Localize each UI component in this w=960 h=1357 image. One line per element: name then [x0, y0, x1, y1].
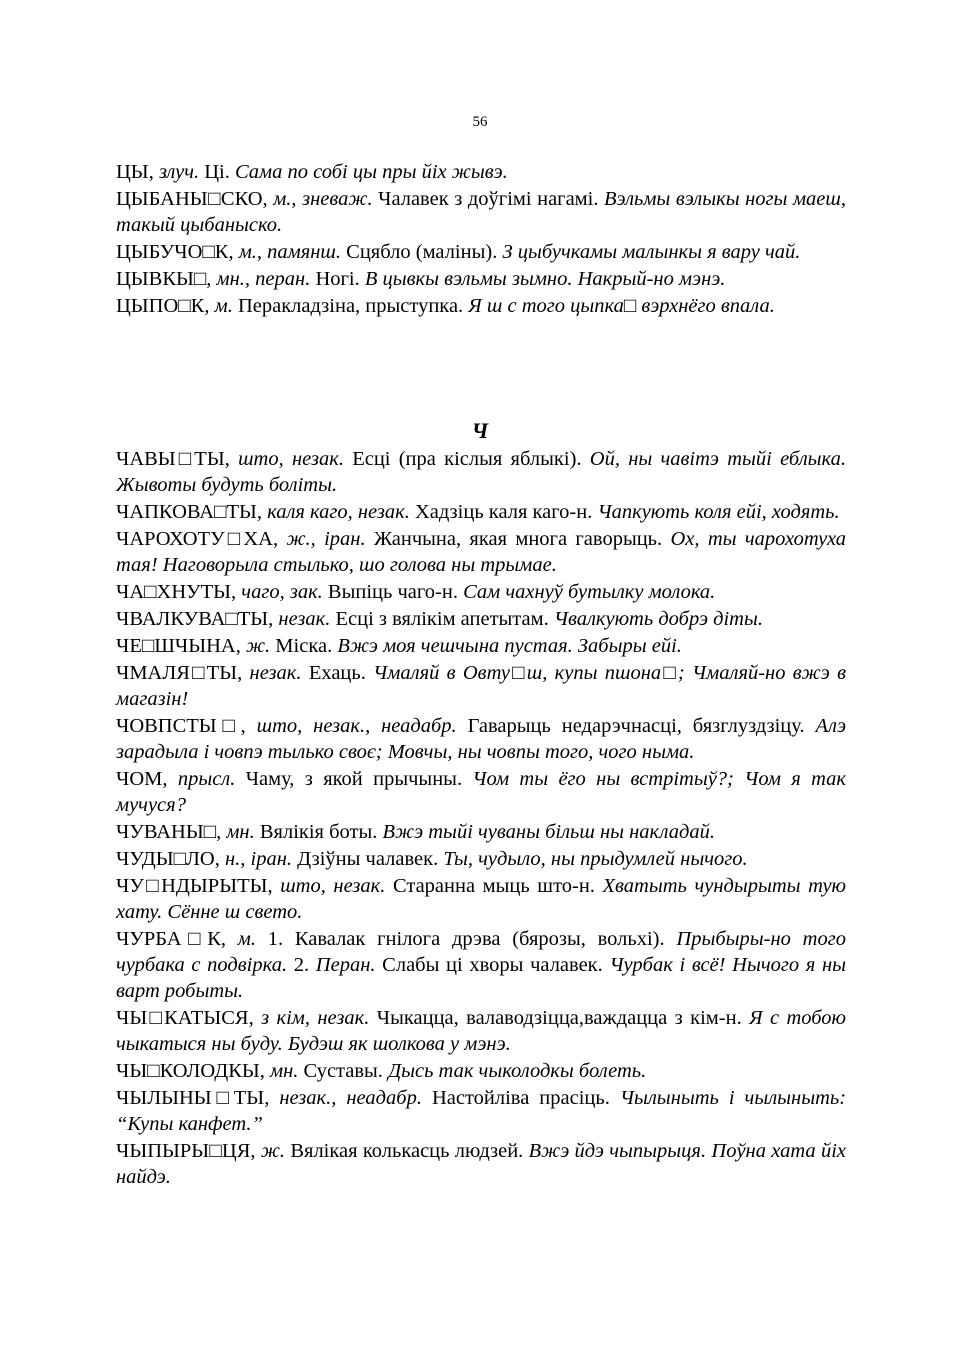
entry-grammar: злуч.	[158, 161, 200, 183]
entry-grammar: м.	[214, 295, 233, 317]
entry-definition: Сцябло (маліны).	[346, 241, 498, 263]
dictionary-entry: ЦЫПО□К, м. Перакладзіна, прыступка. Я ш с того цыпка□ вэрхнёго впала.	[116, 295, 775, 317]
entry-headword: ЧМАЛЯ□ТЫ	[116, 662, 238, 684]
entry-sense-number: 2.	[293, 954, 310, 976]
entry-definition: Ехаць.	[308, 662, 366, 684]
entry-headword: ЦЫПО□К	[116, 295, 205, 317]
entry-headword: ЧЫПЫРЫ□ЦЯ	[116, 1140, 251, 1162]
dictionary-entry: ЧЫЛЫНЫ□ТЫ, незак., неадабр. Настойліва прасіць. Чылыныть і чылыныть: “Купы канфет.”	[116, 1087, 847, 1135]
entry-grammar: ж., іран.	[286, 528, 366, 550]
entry-headword: ЧОМ	[116, 768, 163, 790]
dictionary-entry: ЧАВЫ□ТЫ, што, незак. Есці (пра кіслыя яблыкі). Ой, ны чавітэ тыйі еблыка. Жывоты будуть боліты.	[116, 448, 846, 496]
entry-headword: ЧУВАНЫ□	[116, 821, 217, 843]
entry-example: Я ш с того цыпка□ вэрхнёго впала.	[468, 295, 775, 317]
entry-headword: ЧВАЛКУВА□ТЫ	[116, 608, 269, 630]
entry-example: Хватыть чундырыты тую хату. Сённе ш свето.	[116, 875, 846, 923]
entry-grammar: м., памянш.	[238, 241, 342, 263]
entry-grammar: незак., неадабр.	[279, 1087, 422, 1109]
entry-grammar: мн.	[270, 1060, 299, 1082]
entry-grammar: ж.	[260, 1140, 286, 1162]
entry-definition: Суставы.	[303, 1060, 383, 1082]
entry-grammar: што, незак., неадабр.	[256, 715, 457, 737]
entry-grammar: н., іран.	[224, 848, 293, 870]
entry-grammar: што, незак.	[280, 875, 386, 897]
entry-definition: Вялікая колькасць людзей.	[290, 1140, 524, 1162]
entry-example: Ох, ты чарохотуха тая! Наговорыла стылько, шо голова ны трымае.	[116, 528, 847, 576]
entry-definition: Жанчына, якая многа гаворыць.	[373, 528, 663, 550]
entry-headword: ЧАПКОВА□ТЫ	[116, 501, 257, 523]
entry-definition: Старанна мыць што-н.	[392, 875, 595, 897]
entry-example: Чапкують коля ейі, ходять.	[597, 501, 840, 523]
dictionary-entry: ЧА□ХНУТЫ, чаго, зак. Выпіць чаго-н. Сам чахнуў бутылку молока.	[116, 581, 716, 603]
dictionary-entry: ЧАРОХОТУ□ХА, ж., іран. Жанчына, якая многа гаворыць. Ох, ты чарохотуха тая! Наговорыла стылько, шо голова ны трымае.	[116, 528, 847, 576]
entry-headword: ЧУРБА□К	[116, 928, 221, 950]
entry-headword: ЧЫ□КАТЫСЯ	[116, 1007, 249, 1029]
dictionary-entry: ЧУДЫ□ЛО, н., іран. Дзіўны чалавек. Ты, чудыло, ны прыдумлей нычого.	[116, 848, 748, 870]
entry-definition: 1. Кавалак гнілога дрэва (бярозы, вольхі).	[267, 928, 665, 950]
entry-grammar: каля каго, незак.	[267, 501, 410, 523]
dictionary-entry: ЧОМ, прысл. Чаму, з якой прычыны. Чом ты ёго ны встрітыў?; Чом я так мучуся?	[116, 768, 846, 816]
entry-definition: Гаварыць недарэчнасці, бязглуздзіцу.	[467, 715, 805, 737]
entry-grammar: незак.	[249, 662, 302, 684]
entry-headword: ЧАВЫ□ТЫ	[116, 448, 225, 470]
dictionary-entries-ch	[116, 446, 846, 1191]
entry-headword: ЦЫ	[116, 161, 149, 183]
entry-headword: ЧОВПСТЫ□	[116, 715, 241, 737]
dictionary-entry: ЧЕ□ШЧЫНА, ж. Міска. Вжэ моя чешчына пустая. Забыры ейі.	[116, 635, 682, 657]
entry-grammar: мн.	[226, 821, 255, 843]
entry-headword: ЧУДЫ□ЛО	[116, 848, 215, 870]
entry-definition: Чалавек з доўгімі нагамі.	[378, 188, 599, 210]
dictionary-entry: ЧОВПСТЫ□, што, незак., неадабр. Гаварыць недарэчнасці, бязглуздзіцу. Алэ зарадыла і човпэ тылько своє; Мовчы, ны човпы того, чого ныма.	[116, 715, 846, 763]
entry-definition: Чыкацца, валаводзіцца,важдацца з кім-н.	[376, 1007, 742, 1029]
dictionary-entry: ЧАПКОВА□ТЫ, каля каго, незак. Хадзіць каля каго-н. Чапкують коля ейі, ходять.	[116, 501, 840, 523]
entry-example: Чурбак і всё! Нычого я ны варт робыты.	[116, 954, 847, 1002]
entry-example: Сама по собі цы пры йіх жывэ.	[234, 161, 508, 183]
entry-definition: Перакладзіна, прыступка.	[237, 295, 464, 317]
entry-grammar: ж.	[245, 635, 271, 657]
entry-headword: ЧЫЛЫНЫ□ТЫ	[116, 1087, 265, 1109]
entry-definition: Выпіць чаго-н.	[327, 581, 458, 603]
entry-example: Вжэ йдэ чыпырыця. Поўна хата йіх найдэ.	[116, 1140, 847, 1188]
entry-example: Чылыныть і чылыныть: “Купы канфет.”	[116, 1087, 847, 1135]
entry-headword: ЦЫБУЧО□К	[116, 241, 229, 263]
entry-definition: Чаму, з якой прычыны.	[245, 768, 463, 790]
entry-definition: Есці (пра кіслыя яблыкі).	[352, 448, 582, 470]
entry-definition: Ці.	[204, 161, 230, 183]
entry-grammar: прысл.	[177, 768, 236, 790]
entry-example: Ты, чудыло, ны прыдумлей нычого.	[443, 848, 748, 870]
entry-example: Ой, ны чавітэ тыйі еблыка. Жывоты будуть боліты.	[116, 448, 846, 496]
entry-example: Чом ты ёго ны встрітыў?; Чом я так мучуся?	[116, 768, 846, 816]
entry-grammar: м.	[237, 928, 256, 950]
dictionary-entries-ts	[116, 159, 846, 320]
dictionary-entry: ЧУРБА□К, м. 1. Кавалак гнілога дрэва (бярозы, вольхі). Прыбыры-но того чурбака с подвірка. 2. Перан. Слабы ці хворы чалавек. Чурбак і всё! Нычого я ны варт робыты.	[116, 928, 847, 1002]
page-number: 56	[472, 114, 488, 130]
dictionary-entry: ЧМАЛЯ□ТЫ, незак. Ехаць. Чмаляй в Овту□ш, купы пшона□; Чмаляй-но вжэ в магазін!	[116, 662, 847, 710]
entry-grammar: м., зневаж.	[273, 188, 373, 210]
dictionary-entry: ЧУ□НДЫРЫТЫ, што, незак. Старанна мыць што-н. Хватыть чундырыты тую хату. Сённе ш свето.	[116, 875, 846, 923]
dictionary-entry: ЧЫПЫРЫ□ЦЯ, ж. Вялікая колькасць людзей. Вжэ йдэ чыпырыця. Поўна хата йіх найдэ.	[116, 1140, 847, 1188]
entry-example: Дысь так чыколодкы болеть.	[388, 1060, 647, 1082]
entry-example: Алэ зарадыла і човпэ тылько своє; Мовчы, ны човпы того, чого ныма.	[116, 715, 846, 763]
entry-grammar: што, незак.	[238, 448, 344, 470]
entry-headword: ЦЫБАНЫ□СКО	[116, 188, 263, 210]
entry-definition: Дзіўны чалавек.	[297, 848, 439, 870]
entry-grammar: з кім, незак.	[261, 1007, 370, 1029]
dictionary-entry: ЧЫ□КОЛОДКЫ, мн. Суставы. Дысь так чыколодкы болеть.	[116, 1060, 647, 1082]
entry-example: Я с тобою чыкатыся ны буду. Будэш як шолкова у мэнэ.	[116, 1007, 847, 1055]
entry-grammar: Перан.	[315, 954, 376, 976]
entry-definition: Вялікія боты.	[259, 821, 378, 843]
entry-definition: Слабы ці хворы чалавек.	[382, 954, 603, 976]
entry-example: Сам чахнуў бутылку молока.	[463, 581, 716, 603]
dictionary-entry: ЧВАЛКУВА□ТЫ, незак. Есці з вялікім апетытам. Чвалкують добрэ діты.	[116, 608, 763, 630]
entry-example: Чвалкують добрэ діты.	[553, 608, 763, 630]
entry-headword: ЧЕ□ШЧЫНА	[116, 635, 236, 657]
entry-definition: Ногі.	[315, 268, 360, 290]
entry-grammar: чаго, зак.	[241, 581, 323, 603]
entry-example: Вжэ моя чешчына пустая. Забыры ейі.	[337, 635, 682, 657]
entry-definition: Есці з вялікім апетытам.	[335, 608, 549, 630]
entry-definition: Хадзіць каля каго-н.	[414, 501, 593, 523]
entry-grammar: мн., перан.	[216, 268, 311, 290]
section-letter: Ч	[471, 418, 489, 443]
entry-example: Прыбыры-но того чурбака с подвірка.	[116, 928, 846, 976]
entry-example: З цыбучкамы малынкы я вару чай.	[502, 241, 801, 263]
entry-headword: ЦЫВКЫ□	[116, 268, 207, 290]
entry-example: Вжэ тыйі чуваны більш ны накладай.	[382, 821, 715, 843]
entry-headword: ЧА□ХНУТЫ	[116, 581, 232, 603]
entry-definition: Міска.	[275, 635, 333, 657]
dictionary-entry: ЧЫ□КАТЫСЯ, з кім, незак. Чыкацца, валаводзіцца,важдацца з кім-н. Я с тобою чыкатыся ны буду. Будэш як шолкова у мэнэ.	[116, 1007, 847, 1055]
entry-headword: ЧАРОХОТУ□ХА	[116, 528, 273, 550]
dictionary-entry: ЦЫВКЫ□, мн., перан. Ногі. В цывкы вэльмы зымно. Накрый-но мэнэ.	[116, 268, 726, 290]
dictionary-entry: ЧУВАНЫ□, мн. Вялікія боты. Вжэ тыйі чуваны більш ны накладай.	[116, 821, 715, 843]
entry-example: Вэльмы вэлыкы ногы маеш, такый цыбаныско.	[116, 188, 847, 236]
entry-definition: Настойліва прасіць.	[431, 1087, 610, 1109]
dictionary-entry: ЦЫБУЧО□К, м., памянш. Сцябло (маліны). З цыбучкамы малынкы я вару чай.	[116, 241, 801, 263]
dictionary-entry: ЦЫ, злуч. Ці. Сама по собі цы пры йіх жывэ.	[116, 161, 508, 183]
entry-example: Чмаляй в Овту□ш, купы пшона□; Чмаляй-но вжэ в магазін!	[116, 662, 847, 710]
entry-example: В цывкы вэльмы зымно. Накрый-но мэнэ.	[364, 268, 726, 290]
entry-grammar: незак.	[278, 608, 331, 630]
entry-headword: ЧЫ□КОЛОДКЫ	[116, 1060, 260, 1082]
dictionary-entry: ЦЫБАНЫ□СКО, м., зневаж. Чалавек з доўгімі нагамі. Вэльмы вэлыкы ногы маеш, такый цыбаныско.	[116, 188, 847, 236]
entry-headword: ЧУ□НДЫРЫТЫ	[116, 875, 268, 897]
